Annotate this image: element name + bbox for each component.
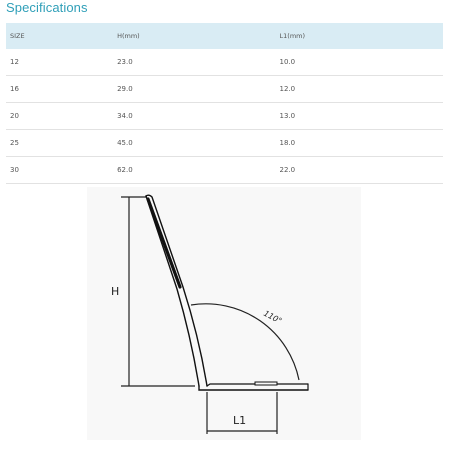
l1-label: L1 — [233, 414, 247, 427]
specifications-table — [6, 23, 443, 184]
page-title: Specifications — [6, 0, 88, 15]
column-header-h: H(mm) — [113, 23, 275, 49]
cell-h: 62.0 — [113, 157, 275, 184]
table-row — [6, 49, 443, 76]
h-label: H — [111, 285, 120, 298]
profile-dimension-diagram — [87, 187, 361, 440]
cell-size: 25 — [6, 130, 113, 157]
cell-l1: 13.0 — [276, 103, 443, 130]
table-row — [6, 76, 443, 103]
cell-size: 30 — [6, 157, 113, 184]
cell-l1: 22.0 — [276, 157, 443, 184]
cell-l1: 10.0 — [276, 49, 443, 76]
l1-dimension-line — [207, 392, 277, 434]
cell-l1: 18.0 — [276, 130, 443, 157]
cell-size: 20 — [6, 103, 113, 130]
cell-h: 45.0 — [113, 130, 275, 157]
column-header-l1: L1(mm) — [276, 23, 443, 49]
table-row — [6, 130, 443, 157]
column-header-size: SIZE — [6, 23, 113, 49]
cell-size: 12 — [6, 49, 113, 76]
angle-arc — [191, 304, 299, 380]
table-header-row — [6, 23, 443, 49]
table-row — [6, 103, 443, 130]
cell-size: 16 — [6, 76, 113, 103]
profile-outline — [146, 195, 308, 390]
angle-label: 110° — [262, 308, 284, 326]
cell-h: 29.0 — [113, 76, 275, 103]
cell-h: 34.0 — [113, 103, 275, 130]
table-row — [6, 157, 443, 184]
cell-l1: 12.0 — [276, 76, 443, 103]
cell-h: 23.0 — [113, 49, 275, 76]
